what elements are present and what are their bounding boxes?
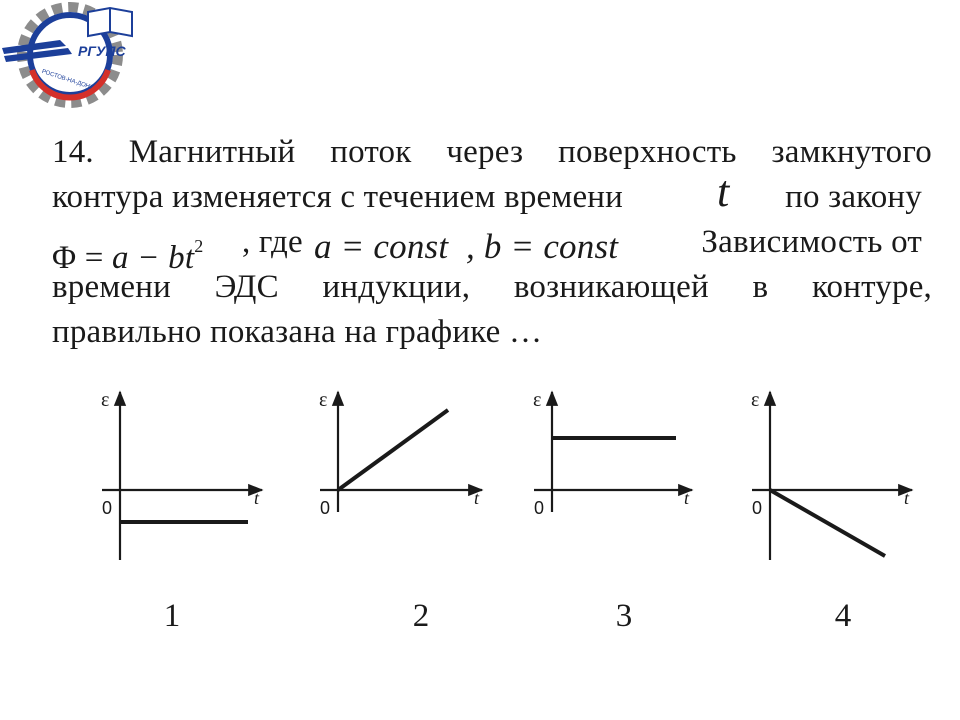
graph-4 xyxy=(751,389,912,560)
graph-label-2[interactable]: 2 xyxy=(412,598,430,634)
question-line-2-tail: по закону xyxy=(785,179,922,215)
formula-exponent: 2 xyxy=(194,236,204,256)
graph-label-1[interactable]: 1 xyxy=(163,598,181,634)
phi-symbol: Φ = xyxy=(52,240,113,276)
origin-label: 0 xyxy=(752,498,763,518)
graph-label-3[interactable]: 3 xyxy=(615,598,633,634)
logo-text: РГУПС xyxy=(78,43,126,59)
y-axis-label: ε xyxy=(533,389,542,411)
y-axis-label: ε xyxy=(751,389,760,411)
question-line-3-tail: Зависимость от xyxy=(701,224,922,260)
x-axis-label: t xyxy=(904,488,910,508)
graph-1 xyxy=(101,389,262,560)
x-axis-label: t xyxy=(254,488,260,508)
time-variable: t xyxy=(717,167,730,216)
y-axis-label: ε xyxy=(101,389,110,411)
logo-ring-text: РОСТОВ-НА-ДОНУ xyxy=(40,68,95,92)
const-b: , b = const xyxy=(466,227,619,266)
graph-2 xyxy=(319,389,482,518)
answer-graphs xyxy=(0,380,960,580)
origin-label: 0 xyxy=(534,498,545,518)
const-a: a = const xyxy=(314,227,449,266)
where-word: , где xyxy=(242,224,303,260)
question-line-1: 14. Магнитный поток через поверхность замкнутого xyxy=(52,134,932,170)
question-line-4: времени ЭДС индукции, возникающей в контуре, xyxy=(52,269,932,305)
emf-line xyxy=(770,490,885,556)
question-line-2-text: контура изменяется с течением времени xyxy=(52,179,624,215)
rgups-logo xyxy=(0,0,140,110)
question-line-5: правильно показана на графике … xyxy=(52,314,543,350)
book-icon xyxy=(88,8,132,36)
graph-label-4[interactable]: 4 xyxy=(834,598,852,634)
emf-line xyxy=(338,410,448,490)
question-line-2 xyxy=(52,167,932,220)
graph-3 xyxy=(533,389,692,518)
formula-rhs: a − bt xyxy=(112,240,195,276)
origin-label: 0 xyxy=(320,498,331,518)
origin-label: 0 xyxy=(102,498,113,518)
question-text xyxy=(52,130,932,355)
x-axis-label: t xyxy=(474,488,480,508)
question-line-3 xyxy=(52,220,932,276)
x-axis-label: t xyxy=(684,488,690,508)
y-axis-label: ε xyxy=(319,389,328,411)
